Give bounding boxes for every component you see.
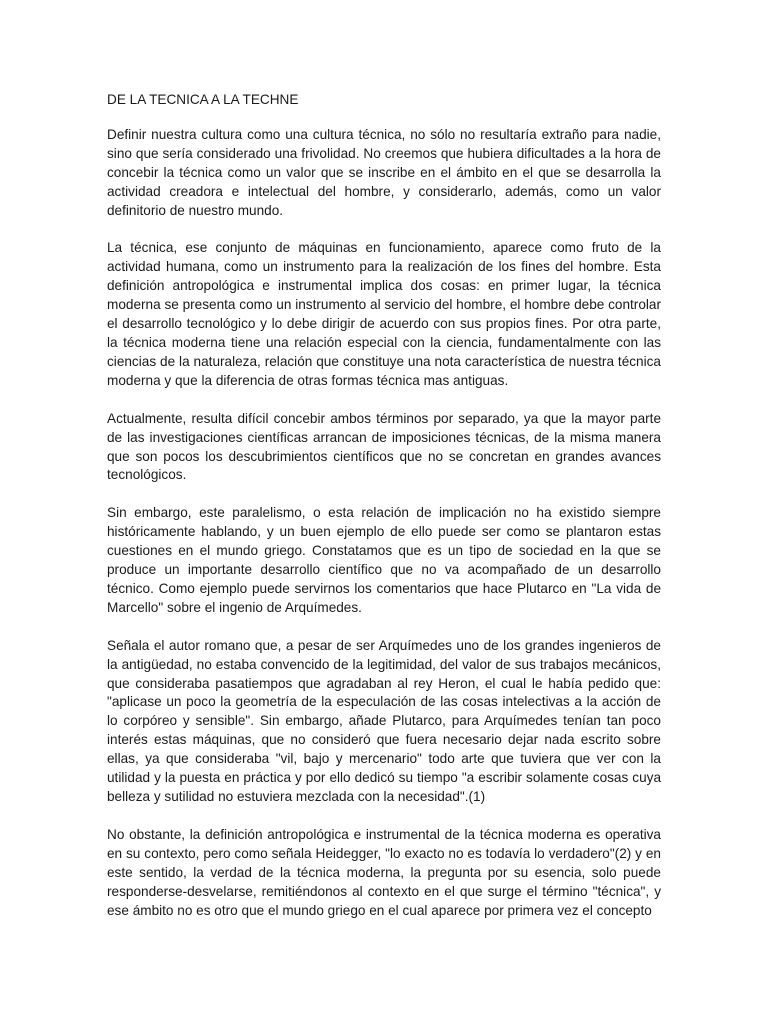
paragraph-4: Sin embargo, este paralelismo, o esta relación de implicación no ha existido siempre históricamente hablando, y un buen ejemplo de ello puede ser como se plantaron estas cuestiones en el mundo griego. Constatamos que es un tipo de sociedad en la que se produce un importante desarrollo científico que no va acompañado de un desarrollo técnico. Como ejemplo puede servirnos los comentarios que hace Plutarco en "La vida de Marcello" sobre el ingenio de Arquímedes. — [107, 505, 661, 615]
paragraph-5: Señala el autor romano que, a pesar de ser Arquímedes uno de los grandes ingenieros de la antigüedad, no estaba convencido de la legitimidad, del valor de sus trabajos mecánicos, que consideraba pasatiempos que agradaban al rey Heron, el cual le había pedido que: "aplicase un poco la geometría de la especulación de las cosas intelectivas a la acción de lo corpóreo y sensible". Sin embargo, añade Plutarco, para Arquímedes tenían tan poco interés estas máquinas, que no consideró que fuera necesario dejar nada escrito sobre ellas, ya que consideraba "vil, bajo y mercenario" todo arte que tuviera que ver con la utilidad y la puesta en práctica y por ello dedicó su tiempo "a escribir solamente cosas cuya belleza y sutilidad no estuviera mezclada con la necesidad".(1) — [107, 637, 661, 804]
paragraph-1: Definir nuestra cultura como una cultura técnica, no sólo no resultaría extraño para nadie, sino que sería considerado una frivolidad. No creemos que hubiera dificultades a la hora de concebir la técnica como un valor que se inscribe en el ámbito en el que se desarrolla la actividad creadora e intelectual del hombre, y considerarlo, además, como un valor definitorio de nuestro mundo. — [107, 126, 661, 218]
paragraph-2: La técnica, ese conjunto de máquinas en funcionamiento, aparece como fruto de la actividad humana, como un instrumento para la realización de los fines del hombre. Esta definición antropológica e instrumental implica dos cosas: en primer lugar, la técnica moderna se presenta como un instrumento al servicio del hombre, el hombre debe controlar el desarrollo tecnológico y lo debe dirigir de acuerdo con sus propios fines. Por otra parte, la técnica moderna tiene una relación especial con la ciencia, fundamentalmente con las ciencias de la naturaleza, relación que constituye una nota característica de nuestra técnica moderna y que la diferencia de otras formas técnica mas antiguas. — [107, 240, 661, 388]
document-title: DE LA TECNICA A LA TECHNE — [107, 92, 299, 107]
document-body — [107, 91, 661, 920]
paragraph-3: Actualmente, resulta difícil concebir ambos términos por separado, ya que la mayor parte de las investigaciones científicas arrancan de imposiciones técnicas, de la misma manera que son pocos los descubrimientos científicos que no se concretan en grandes avances tecnológicos. — [107, 410, 661, 483]
paragraph-6: No obstante, la definición antropológica e instrumental de la técnica moderna es operativa en su contexto, pero como señala Heidegger, "lo exacto no es todavía lo verdadero"(2) y en este sentido, la verdad de la técnica moderna, la pregunta por su esencia, solo puede responderse-desvelarse, remitiéndonos al contexto en el que surge el término "técnica", y ese ámbito no es otro que el mundo griego en el cual aparece por primera vez el concepto — [107, 826, 661, 918]
